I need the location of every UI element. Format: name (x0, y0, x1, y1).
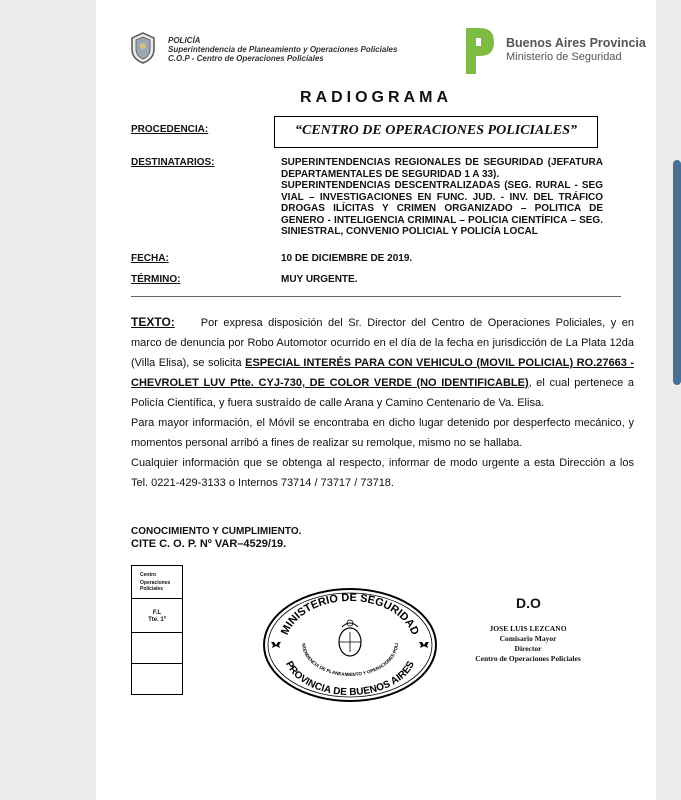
signature-rank: Comisario Mayor (499, 634, 557, 643)
texto-p1-a: Por expresa disposición del Sr. Director del Centro de Operaciones Policiales, y en marco de denuncia por Robo Automotor ocurrido en el día de la fecha en jurisdicción de La Plata 12da (Villa Elisa), se solicita (131, 317, 634, 369)
province-subtitle: Ministerio de Seguridad (506, 51, 622, 63)
texto-paragraph-3: Cualquier información que se obtenga al respecto, informar de modo urgente a esta Dirección a los Tel. 0221-429-3133 o Internos 73714 / 73717 / 73718. (131, 457, 634, 489)
vehicle-highlight: ESPECIAL INTERÉS PARA CON VEHICULO (MOVIL POLICIAL) RO.27663 - CHEVROLET LUV Ptte. CYJ-730, DE COLOR VERDE (NO IDENTIFICABLE) (131, 357, 634, 389)
routing-box-row-3 (132, 632, 182, 664)
destinatarios-value (281, 157, 603, 238)
texto-paragraph-2: Para mayor información, el Móvil se encontraba en dicho lugar detenido por desperfecto mecánico, y momentos personal arribó a fines de realizar su remolque, mismo no se hallaba. (131, 417, 634, 449)
routing-box (131, 565, 183, 695)
termino-value: MUY URGENTE. (281, 274, 358, 285)
conocimiento-text: CONOCIMIENTO Y CUMPLIMIENTO. (131, 526, 302, 537)
province-header (462, 28, 646, 79)
scrollbar[interactable] (673, 160, 681, 385)
box-line-4: F.L (152, 610, 162, 616)
divider (131, 296, 621, 297)
org-line-2: Superintendencia de Planeamiento y Operaciones Policiales (168, 45, 398, 54)
texto-paragraph-1 (131, 312, 634, 413)
texto-label: TEXTO: (131, 315, 175, 329)
province-title: Buenos Aires Provincia (506, 36, 646, 50)
org-line-1: POLICÍA (168, 36, 201, 45)
routing-box-row-1 (132, 566, 182, 599)
box-line-3: Policiales (140, 586, 164, 592)
box-line-5: Tte. 1º (148, 617, 166, 623)
routing-box-row-2 (132, 598, 182, 633)
box-line-2: Operaciones (140, 580, 171, 586)
official-stamp (262, 587, 438, 704)
police-header (130, 32, 398, 69)
procedencia-value: “CENTRO DE OPERACIONES POLICIALES” (294, 123, 577, 138)
stamp-top-text: MINISTERIO DE SEGURIDAD (279, 591, 421, 637)
do-label: D.O (516, 595, 541, 611)
signature-role: Director (514, 644, 542, 653)
police-shield-icon (130, 32, 156, 64)
signature-org: Centro de Operaciones Policiales (475, 654, 581, 663)
destinatarios-label: DESTINATARIOS: (131, 157, 215, 168)
province-logo-icon (462, 28, 496, 74)
stamp-bottom-text: PROVINCIA DE BUENOS AIRES (283, 659, 417, 699)
destinatarios-line-1: SUPERINTENDENCIAS REGIONALES DE SEGURIDAD (JEFATURA DEPARTAMENTALES DE SEGURIDAD 1 A 33). (281, 157, 603, 180)
texto-p1-b: , el cual pertenece a Policía Científica, y fuera sustraído de calle Arana y Camino Centenario de Va. Elisa. (131, 377, 634, 409)
closing-block (131, 525, 301, 551)
destinatarios-line-2: SUPERINTENDENCIAS DESCENTRALIZADAS (SEG. RURAL - SEG VIAL – INVESTIGACIONES EN FUNC. JUD. - INV. DEL TRÁFICO DROGAS ILÍCITAS Y CRIMEN ORGANIZADO – POLITICA DE GENERO - INTELIGENCIA CRIMINAL – POLICIA CIENTÍFICA – SEG. SINIESTRAL, CONVENIO POLICIAL Y POLICÍA LOCAL (281, 180, 603, 237)
document-page (96, 0, 656, 800)
cite-text: CITE C. O. P. Nº VAR–4529/19. (131, 538, 287, 550)
signature-name: JOSE LUIS LEZCANO (489, 624, 567, 633)
org-line-3: C.O.P - Centro de Operaciones Policiales (168, 54, 324, 63)
fecha-value: 10 DE DICIEMBRE DE 2019. (281, 253, 413, 264)
procedencia-label: PROCEDENCIA: (131, 124, 209, 135)
box-line-1: Centro (140, 572, 157, 578)
coat-of-arms-icon (339, 620, 361, 656)
procedencia-box (274, 116, 598, 148)
termino-label: TÉRMINO: (131, 274, 181, 285)
stamp-middle-text: NTENDENCIA DE PLANEAMIENTO Y OPERACIONES POLI (300, 643, 400, 678)
fecha-label: FECHA: (131, 253, 169, 264)
signature-block (468, 624, 588, 664)
document-title: RADIOGRAMA (300, 89, 452, 106)
texto-body (131, 312, 634, 493)
